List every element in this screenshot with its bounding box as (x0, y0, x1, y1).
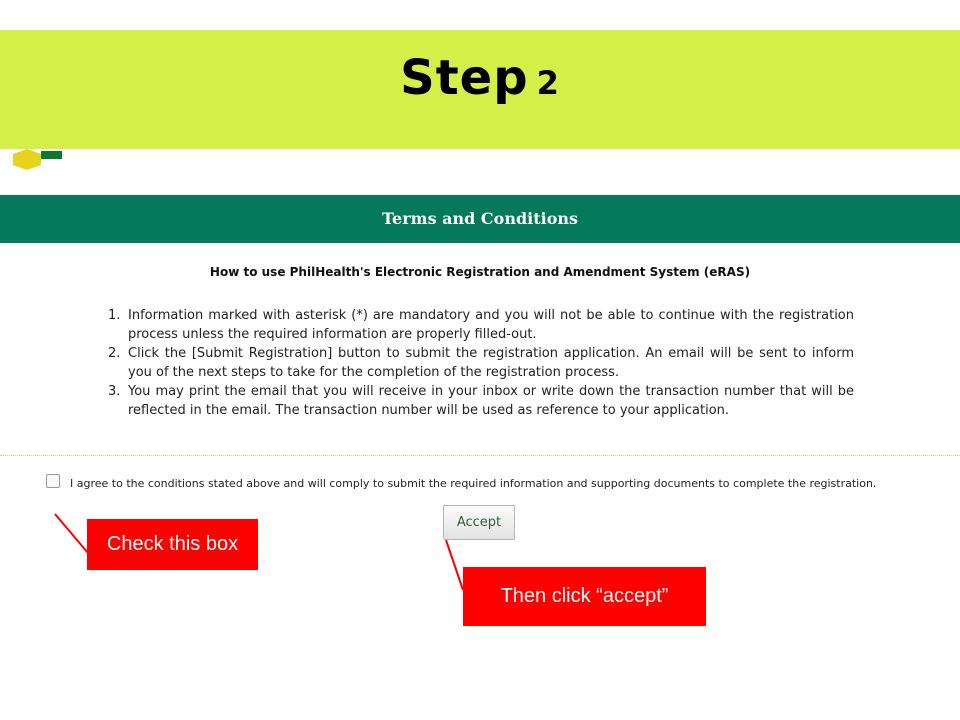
instruction-number: 3. (108, 384, 121, 399)
agreement-row (46, 473, 946, 493)
instruction-item (108, 306, 854, 344)
step-title-number: 2 (536, 64, 560, 102)
instruction-number: 1. (108, 308, 121, 323)
terms-header: Terms and Conditions (0, 195, 960, 243)
check-box-callout: Check this box (87, 519, 258, 570)
step-title-word: Step (400, 50, 529, 106)
how-to-title: How to use PhilHealth's Electronic Registration and Amendment System (eRAS) (209, 265, 751, 279)
instruction-item (108, 382, 854, 420)
instruction-text: Click the [Submit Registration] button to submit the registration application. An email will be sent to inform you of the next steps to take for the completion of the registration process. (128, 346, 854, 380)
section-divider (0, 455, 960, 456)
instruction-text: Information marked with asterisk (*) are mandatory and you will not be able to continue with the registration process unless the required information are properly filled-out. (128, 308, 854, 342)
accept-callout-pointer (446, 540, 463, 590)
accept-button[interactable]: Accept (443, 505, 515, 540)
instruction-item (108, 344, 854, 382)
instruction-text: You may print the email that you will receive in your inbox or write down the transaction number that will be reflected in the email. The transaction number will be used as reference to your application. (128, 384, 854, 418)
agree-checkbox[interactable] (46, 474, 60, 488)
check-callout-pointer (55, 514, 88, 553)
instruction-number: 2. (108, 346, 121, 361)
agree-label: I agree to the conditions stated above and will comply to submit the required information and supporting documents to complete the registration. (70, 477, 877, 490)
instructions-list (108, 306, 854, 420)
step-title (0, 50, 960, 106)
philhealth-logo-icon (13, 149, 63, 171)
click-accept-callout: Then click “accept” (463, 567, 706, 626)
